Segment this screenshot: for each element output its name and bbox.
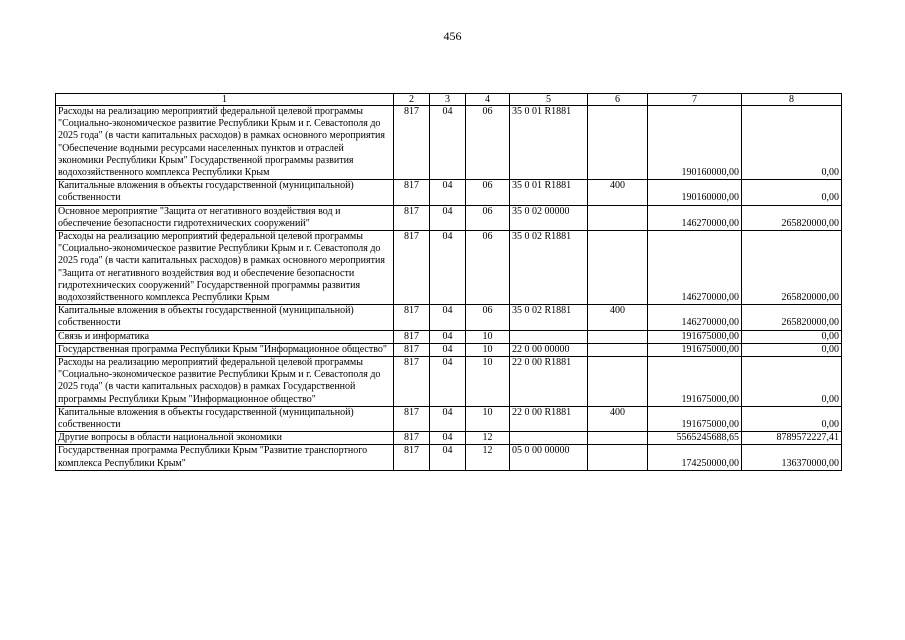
row-name: Основное мероприятие "Защита от негативного воздействия вод и обеспечение безопасности гидротехнических сооружений"	[56, 205, 394, 230]
row-name: Государственная программа Республики Крым "Развитие транспортного комплекса Республики Крым"	[56, 445, 394, 470]
row-code-subsection: 12	[466, 445, 510, 470]
row-amount-year-1: 146270000,00	[648, 305, 742, 330]
row-code-target: 35 0 01 R1881	[510, 180, 588, 205]
row-amount-year-2: 265820000,00	[742, 231, 842, 305]
row-code-admin: 817	[394, 330, 430, 343]
table-row	[56, 406, 842, 431]
row-code-subsection: 06	[466, 180, 510, 205]
row-code-expense-type: 400	[588, 305, 648, 330]
row-code-admin: 817	[394, 343, 430, 356]
row-name: Капитальные вложения в объекты государственной (муниципальной) собственности	[56, 406, 394, 431]
header-cell-2: 2	[394, 94, 430, 106]
row-code-subsection: 10	[466, 343, 510, 356]
budget-table	[55, 93, 842, 471]
row-code-subsection: 10	[466, 406, 510, 431]
table-row	[56, 106, 842, 180]
row-code-target	[510, 330, 588, 343]
row-amount-year-2: 0,00	[742, 330, 842, 343]
header-cell-4: 4	[466, 94, 510, 106]
row-code-section: 04	[430, 357, 466, 407]
row-amount-year-2: 0,00	[742, 343, 842, 356]
row-code-expense-type	[588, 343, 648, 356]
table-row	[56, 205, 842, 230]
row-code-expense-type	[588, 330, 648, 343]
table-row	[56, 445, 842, 470]
row-code-admin: 817	[394, 205, 430, 230]
row-code-expense-type	[588, 231, 648, 305]
row-amount-year-1: 191675000,00	[648, 357, 742, 407]
table-row	[56, 357, 842, 407]
row-amount-year-1: 5565245688,65	[648, 432, 742, 445]
table-row	[56, 330, 842, 343]
row-amount-year-2: 136370000,00	[742, 445, 842, 470]
row-code-section: 04	[430, 330, 466, 343]
row-code-subsection: 10	[466, 330, 510, 343]
row-code-admin: 817	[394, 305, 430, 330]
row-code-target: 35 0 02 R1881	[510, 231, 588, 305]
table-row	[56, 231, 842, 305]
row-amount-year-1: 191675000,00	[648, 343, 742, 356]
row-name: Другие вопросы в области национальной экономики	[56, 432, 394, 445]
header-cell-3: 3	[430, 94, 466, 106]
row-code-admin: 817	[394, 231, 430, 305]
row-code-expense-type: 400	[588, 406, 648, 431]
row-code-target: 22 0 00 00000	[510, 343, 588, 356]
row-code-expense-type	[588, 205, 648, 230]
row-code-section: 04	[430, 305, 466, 330]
header-cell-1: 1	[56, 94, 394, 106]
table-header-row	[56, 94, 842, 106]
row-code-subsection: 10	[466, 357, 510, 407]
row-name: Капитальные вложения в объекты государственной (муниципальной) собственности	[56, 305, 394, 330]
row-amount-year-2: 0,00	[742, 357, 842, 407]
row-code-section: 04	[430, 406, 466, 431]
row-code-section: 04	[430, 205, 466, 230]
row-name: Расходы на реализацию мероприятий федеральной целевой программы "Социально-экономическое развитие Республики Крым и г. Севастополя до 2025 года" (в части капитальных расходов) в рамках основного мероприятия "Защита от негативного воздействия вод и обеспечение безопасности гидротехнических сооружений" Государственной программы развития водохозяйственного комплекса Республики Крым	[56, 231, 394, 305]
row-code-expense-type	[588, 357, 648, 407]
row-code-section: 04	[430, 432, 466, 445]
header-cell-6: 6	[588, 94, 648, 106]
row-code-section: 04	[430, 445, 466, 470]
row-name: Расходы на реализацию мероприятий федеральной целевой программы "Социально-экономическое развитие Республики Крым и г. Севастополя до 2025 года" (в части капитальных расходов) в рамках Государственной программы Республики Крым "Информационное общество"	[56, 357, 394, 407]
row-name: Капитальные вложения в объекты государственной (муниципальной) собственности	[56, 180, 394, 205]
row-name: Расходы на реализацию мероприятий федеральной целевой программы "Социально-экономическое развитие Республики Крым и г. Севастополя до 2025 года" (в части капитальных расходов) в рамках основного мероприятия "Обеспечение водными ресурсами населенных пунктов и отраслей экономики Республики Крым" Государственной программы развития водохозяйственного комплекса Республики Крым	[56, 106, 394, 180]
row-code-section: 04	[430, 343, 466, 356]
header-cell-7: 7	[648, 94, 742, 106]
row-code-subsection: 06	[466, 231, 510, 305]
row-code-section: 04	[430, 231, 466, 305]
row-code-expense-type	[588, 432, 648, 445]
row-amount-year-1: 146270000,00	[648, 205, 742, 230]
row-code-subsection: 06	[466, 205, 510, 230]
row-code-expense-type	[588, 445, 648, 470]
row-amount-year-1: 146270000,00	[648, 231, 742, 305]
table-body	[56, 106, 842, 471]
row-amount-year-2: 265820000,00	[742, 205, 842, 230]
header-cell-5: 5	[510, 94, 588, 106]
page-number: 456	[443, 29, 462, 43]
row-code-admin: 817	[394, 432, 430, 445]
header-cell-8: 8	[742, 94, 842, 106]
table-row	[56, 305, 842, 330]
row-code-admin: 817	[394, 106, 430, 180]
row-code-target: 05 0 00 00000	[510, 445, 588, 470]
row-amount-year-1: 191675000,00	[648, 330, 742, 343]
row-amount-year-1: 191675000,00	[648, 406, 742, 431]
row-code-target: 35 0 01 R1881	[510, 106, 588, 180]
row-code-admin: 817	[394, 357, 430, 407]
row-code-target: 35 0 02 R1881	[510, 305, 588, 330]
row-amount-year-2: 0,00	[742, 180, 842, 205]
row-code-target: 35 0 02 00000	[510, 205, 588, 230]
row-amount-year-2: 265820000,00	[742, 305, 842, 330]
row-amount-year-2: 0,00	[742, 106, 842, 180]
row-code-subsection: 06	[466, 305, 510, 330]
row-name: Связь и информатика	[56, 330, 394, 343]
row-code-target	[510, 432, 588, 445]
row-code-section: 04	[430, 106, 466, 180]
table-row	[56, 343, 842, 356]
table-row	[56, 180, 842, 205]
row-name: Государственная программа Республики Крым "Информационное общество"	[56, 343, 394, 356]
row-code-target: 22 0 00 R1881	[510, 357, 588, 407]
row-amount-year-2: 8789572227,41	[742, 432, 842, 445]
table-row	[56, 432, 842, 445]
row-code-target: 22 0 00 R1881	[510, 406, 588, 431]
row-amount-year-1: 190160000,00	[648, 180, 742, 205]
row-code-admin: 817	[394, 445, 430, 470]
row-amount-year-2: 0,00	[742, 406, 842, 431]
row-code-admin: 817	[394, 406, 430, 431]
row-code-subsection: 12	[466, 432, 510, 445]
row-amount-year-1: 190160000,00	[648, 106, 742, 180]
row-code-admin: 817	[394, 180, 430, 205]
row-code-expense-type	[588, 106, 648, 180]
row-amount-year-1: 174250000,00	[648, 445, 742, 470]
row-code-expense-type: 400	[588, 180, 648, 205]
row-code-subsection: 06	[466, 106, 510, 180]
row-code-section: 04	[430, 180, 466, 205]
